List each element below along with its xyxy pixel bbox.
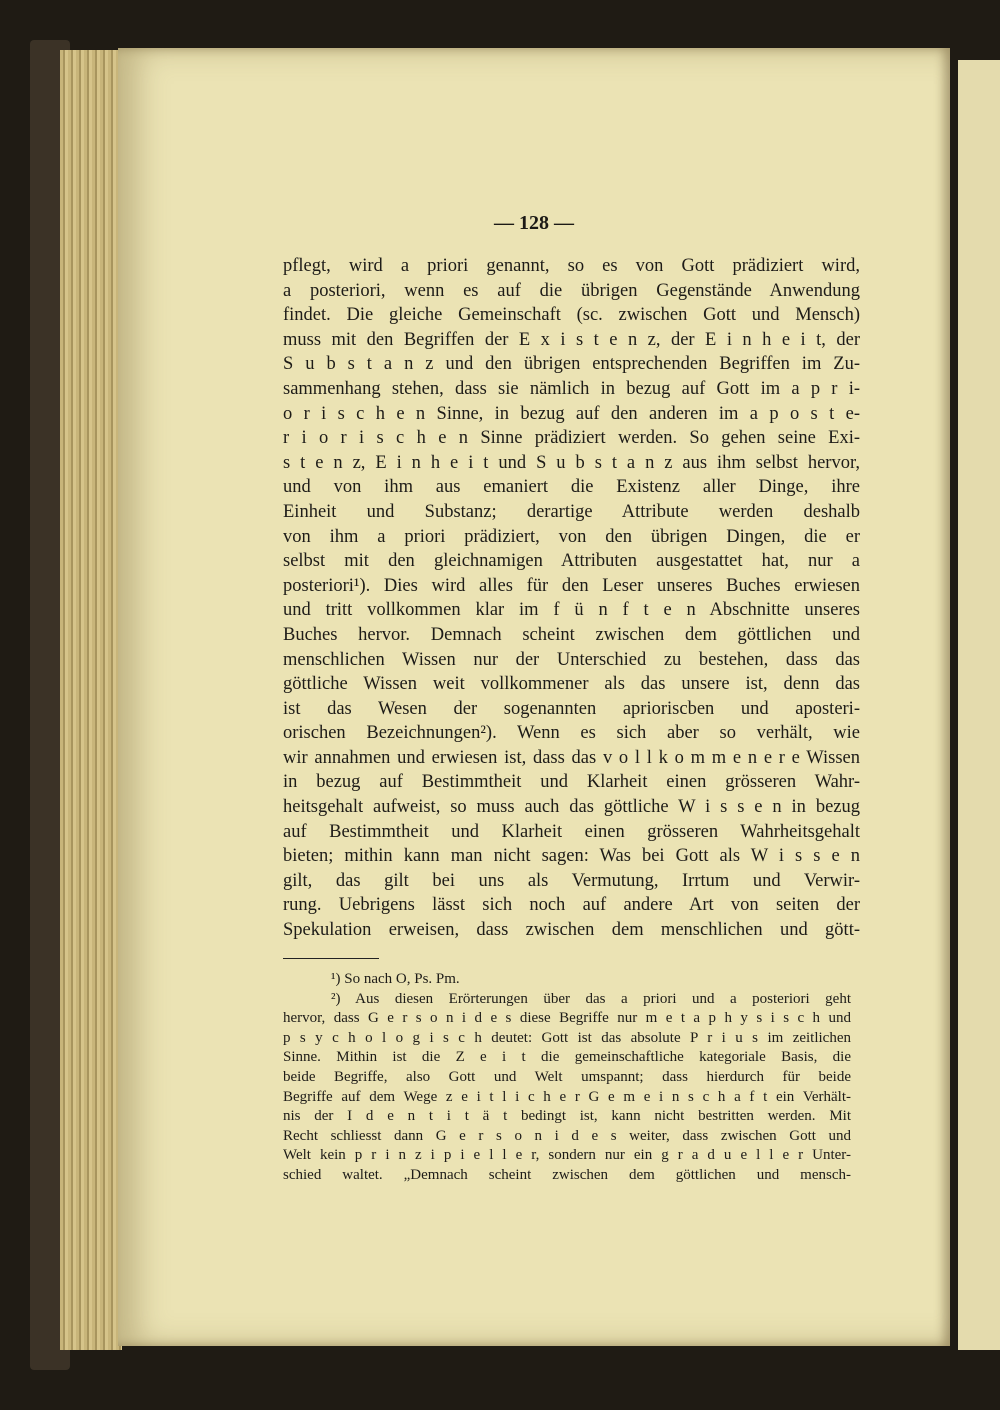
footnote-line: ²) Aus diesen Erörterungen über das a priori und a posteriori geht	[331, 990, 851, 1007]
footnote-line: hervor, dass G e r s o n i d e s diese Begriffe nur m e t a p h y s i s c h und	[283, 1010, 851, 1027]
body-line: S u b s t a n z und den übrigen entsprechenden Begriffen im Zu-	[283, 354, 860, 375]
footnote-line: schied waltet. „Demnach scheint zwischen dem göttlichen und mensch-	[283, 1166, 851, 1183]
footnote-line: Recht schliesst dann G e r s o n i d e s weiter, dass zwischen Gott und	[283, 1127, 851, 1144]
body-line: o r i s c h e n Sinne, in bezug auf den anderen im a p o s t e-	[283, 403, 860, 424]
body-line: auf Bestimmtheit und Klarheit einen grösseren Wahrheitsgehalt	[283, 821, 860, 842]
footnote-line: Welt kein p r i n z i p i e l l e r, sondern nur ein g r a d u e l l e r Unter-	[283, 1147, 851, 1164]
body-line: sammenhang stehen, dass sie nämlich in bezug auf Gott im a p r i-	[283, 378, 860, 399]
body-line: selbst mit den gleichnamigen Attributen ausgestattet hat, nur a	[283, 551, 860, 572]
page-number: — 128 —	[494, 212, 574, 234]
body-line: bieten; mithin kann man nicht sagen: Was bei Gott als W i s s e n	[283, 846, 860, 867]
body-line: wir annahmen und erwiesen ist, dass das v o l l k o m m e n e r e Wissen	[283, 747, 860, 768]
facing-page	[958, 60, 1000, 1350]
body-line: Einheit und Substanz; derartige Attribute werden deshalb	[283, 501, 860, 522]
footnote-line: ¹) So nach O, Ps. Pm.	[331, 971, 460, 987]
footnotes	[283, 970, 851, 1186]
body-line: rung. Uebrigens lässt sich noch auf andere Art von seiten der	[283, 895, 860, 916]
body-text	[283, 254, 860, 943]
body-line: menschlichen Wissen nur der Unterschied zu bestehen, dass das	[283, 649, 860, 670]
body-line: ist das Wesen der sogenannten aprioriscben und aposteri-	[283, 698, 860, 719]
page-edges	[60, 50, 122, 1350]
body-line: heitsgehalt aufweist, so muss auch das göttliche W i s s e n in bezug	[283, 797, 860, 818]
body-line: posteriori¹). Dies wird alles für den Leser unseres Buches erwiesen	[283, 575, 860, 596]
body-line: von ihm a priori prädiziert, von den übrigen Dingen, die er	[283, 526, 860, 547]
body-line: Spekulation erweisen, dass zwischen dem menschlichen und gött-	[283, 920, 860, 941]
body-line: Buches hervor. Demnach scheint zwischen dem göttlichen und	[283, 624, 860, 645]
footnote-line: nis der I d e n t i t ä t bedingt ist, kann nicht bestritten werden. Mit	[283, 1108, 851, 1125]
body-line: s t e n z, E i n h e i t und S u b s t a n z aus ihm selbst hervor,	[283, 452, 860, 473]
body-line: göttliche Wissen weit vollkommener als das unsere ist, denn das	[283, 674, 860, 695]
body-line: orischen Bezeichnungen²). Wenn es sich aber so verhält, wie	[283, 723, 860, 744]
body-line: pflegt, wird a priori genannt, so es von Gott prädiziert wird,	[283, 256, 860, 276]
body-line: und von ihm aus emaniert die Existenz aller Dinge, ihre	[283, 477, 860, 498]
body-line: in bezug auf Bestimmtheit und Klarheit einen grösseren Wahr-	[283, 772, 860, 793]
body-line: a posteriori, wenn es auf die übrigen Gegenstände Anwendung	[283, 280, 860, 301]
body-line: r i o r i s c h e n Sinne prädiziert werden. So gehen seine Exi-	[283, 428, 860, 449]
book-page	[118, 48, 950, 1346]
footnote-divider	[283, 958, 379, 959]
footnote-line: beide Begriffe, also Gott und Welt umspannt; dass hierdurch für beide	[283, 1068, 851, 1085]
footnote-line: p s y c h o l o g i s c h deutet: Gott ist das absolute P r i u s im zeitlichen	[283, 1029, 851, 1046]
body-line: und tritt vollkommen klar im f ü n f t e n Abschnitte unseres	[283, 600, 860, 621]
footnote-line: Sinne. Mithin ist die Z e i t die gemeinschaftliche kategoriale Basis, die	[283, 1049, 851, 1066]
body-line: gilt, das gilt bei uns als Vermutung, Irrtum und Verwir-	[283, 870, 860, 891]
footnote-line: Begriffe auf dem Wege z e i t l i c h e r G e m e i n s c h a f t ein Verhält-	[283, 1088, 851, 1105]
body-line: findet. Die gleiche Gemeinschaft (sc. zwischen Gott und Mensch)	[283, 305, 860, 326]
body-line: muss mit den Begriffen der E x i s t e n z, der E i n h e i t, der	[283, 329, 860, 350]
